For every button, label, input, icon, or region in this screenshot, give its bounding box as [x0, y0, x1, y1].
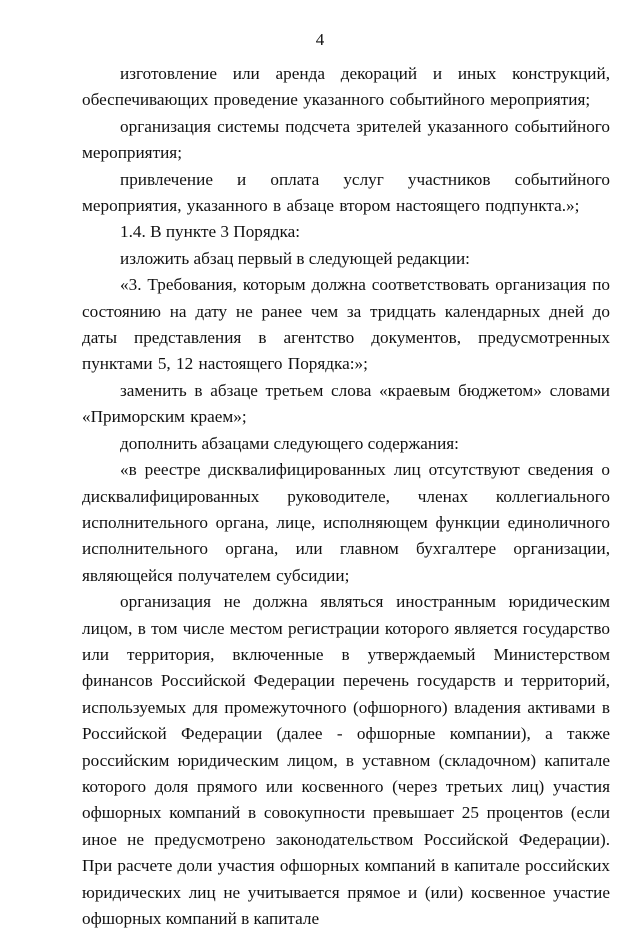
paragraph-restate-first: изложить абзац первый в следующей редакции:: [120, 248, 470, 268]
paragraph-audience-counting: организация системы подсчета зрителей указанного событийного мероприятия;: [82, 116, 610, 163]
paragraph-replace-words: заменить в абзаце третьем слова «краевым бюджетом» словами «Приморским краем»;: [82, 380, 610, 427]
paragraph-disqualified-registry: «в реестре дисквалифицированных лиц отсутствуют сведения о дисквалифицированных руководителе, членах коллегиального исполнительного органа, лице, исполняющем функции единоличного исполнительного органа, или главном бухгалтере организации, являющейся получателем субсидии;: [82, 460, 610, 585]
paragraph-participants-services: привлечение и оплата услуг участников событийного мероприятия, указанного в абзаце втором настоящего подпункта.»;: [82, 169, 610, 216]
page-number: 4: [315, 30, 325, 49]
paragraph-offshore: организация не должна являться иностранным юридическим лицом, в том числе местом регистрации которого является государство или территория, включенные в утверждаемый Министерством финансов Российской Федерации перечень государств и территорий, используемых для промежуточного (офшорного) владения активами в Российской Федерации (далее - офшорные компании), а также российским юридическим лицом, в уставном (складочном) капитале которого доля прямого или косвенного (через третьих лиц) участия офшорных компаний в совокупности превышает 25 процентов (если иное не предусмотрено законодательством Российской Федерации). При расчете доли участия офшорных компаний в капитале российских юридических лиц не учитывается прямое и (или) косвенное участие офшорных компаний в капитале: [82, 592, 610, 928]
paragraph-decorations: изготовление или аренда декораций и иных конструкций, обеспечивающих проведение указанного событийного мероприятия;: [82, 64, 610, 110]
paragraph-subitem-1-4: 1.4. В пункте 3 Порядка:: [120, 222, 301, 242]
paragraph-requirements: «3. Требования, которым должна соответствовать организация по состоянию на дату не ранее чем за тридцать календарных дней до даты представления в агентство документов, предусмотренных пунктами 5, 12 настоящего Порядка:»;: [82, 275, 610, 374]
document-body: [82, 61, 610, 932]
paragraph-add-items: дополнить абзацами следующего содержания:: [120, 433, 459, 453]
